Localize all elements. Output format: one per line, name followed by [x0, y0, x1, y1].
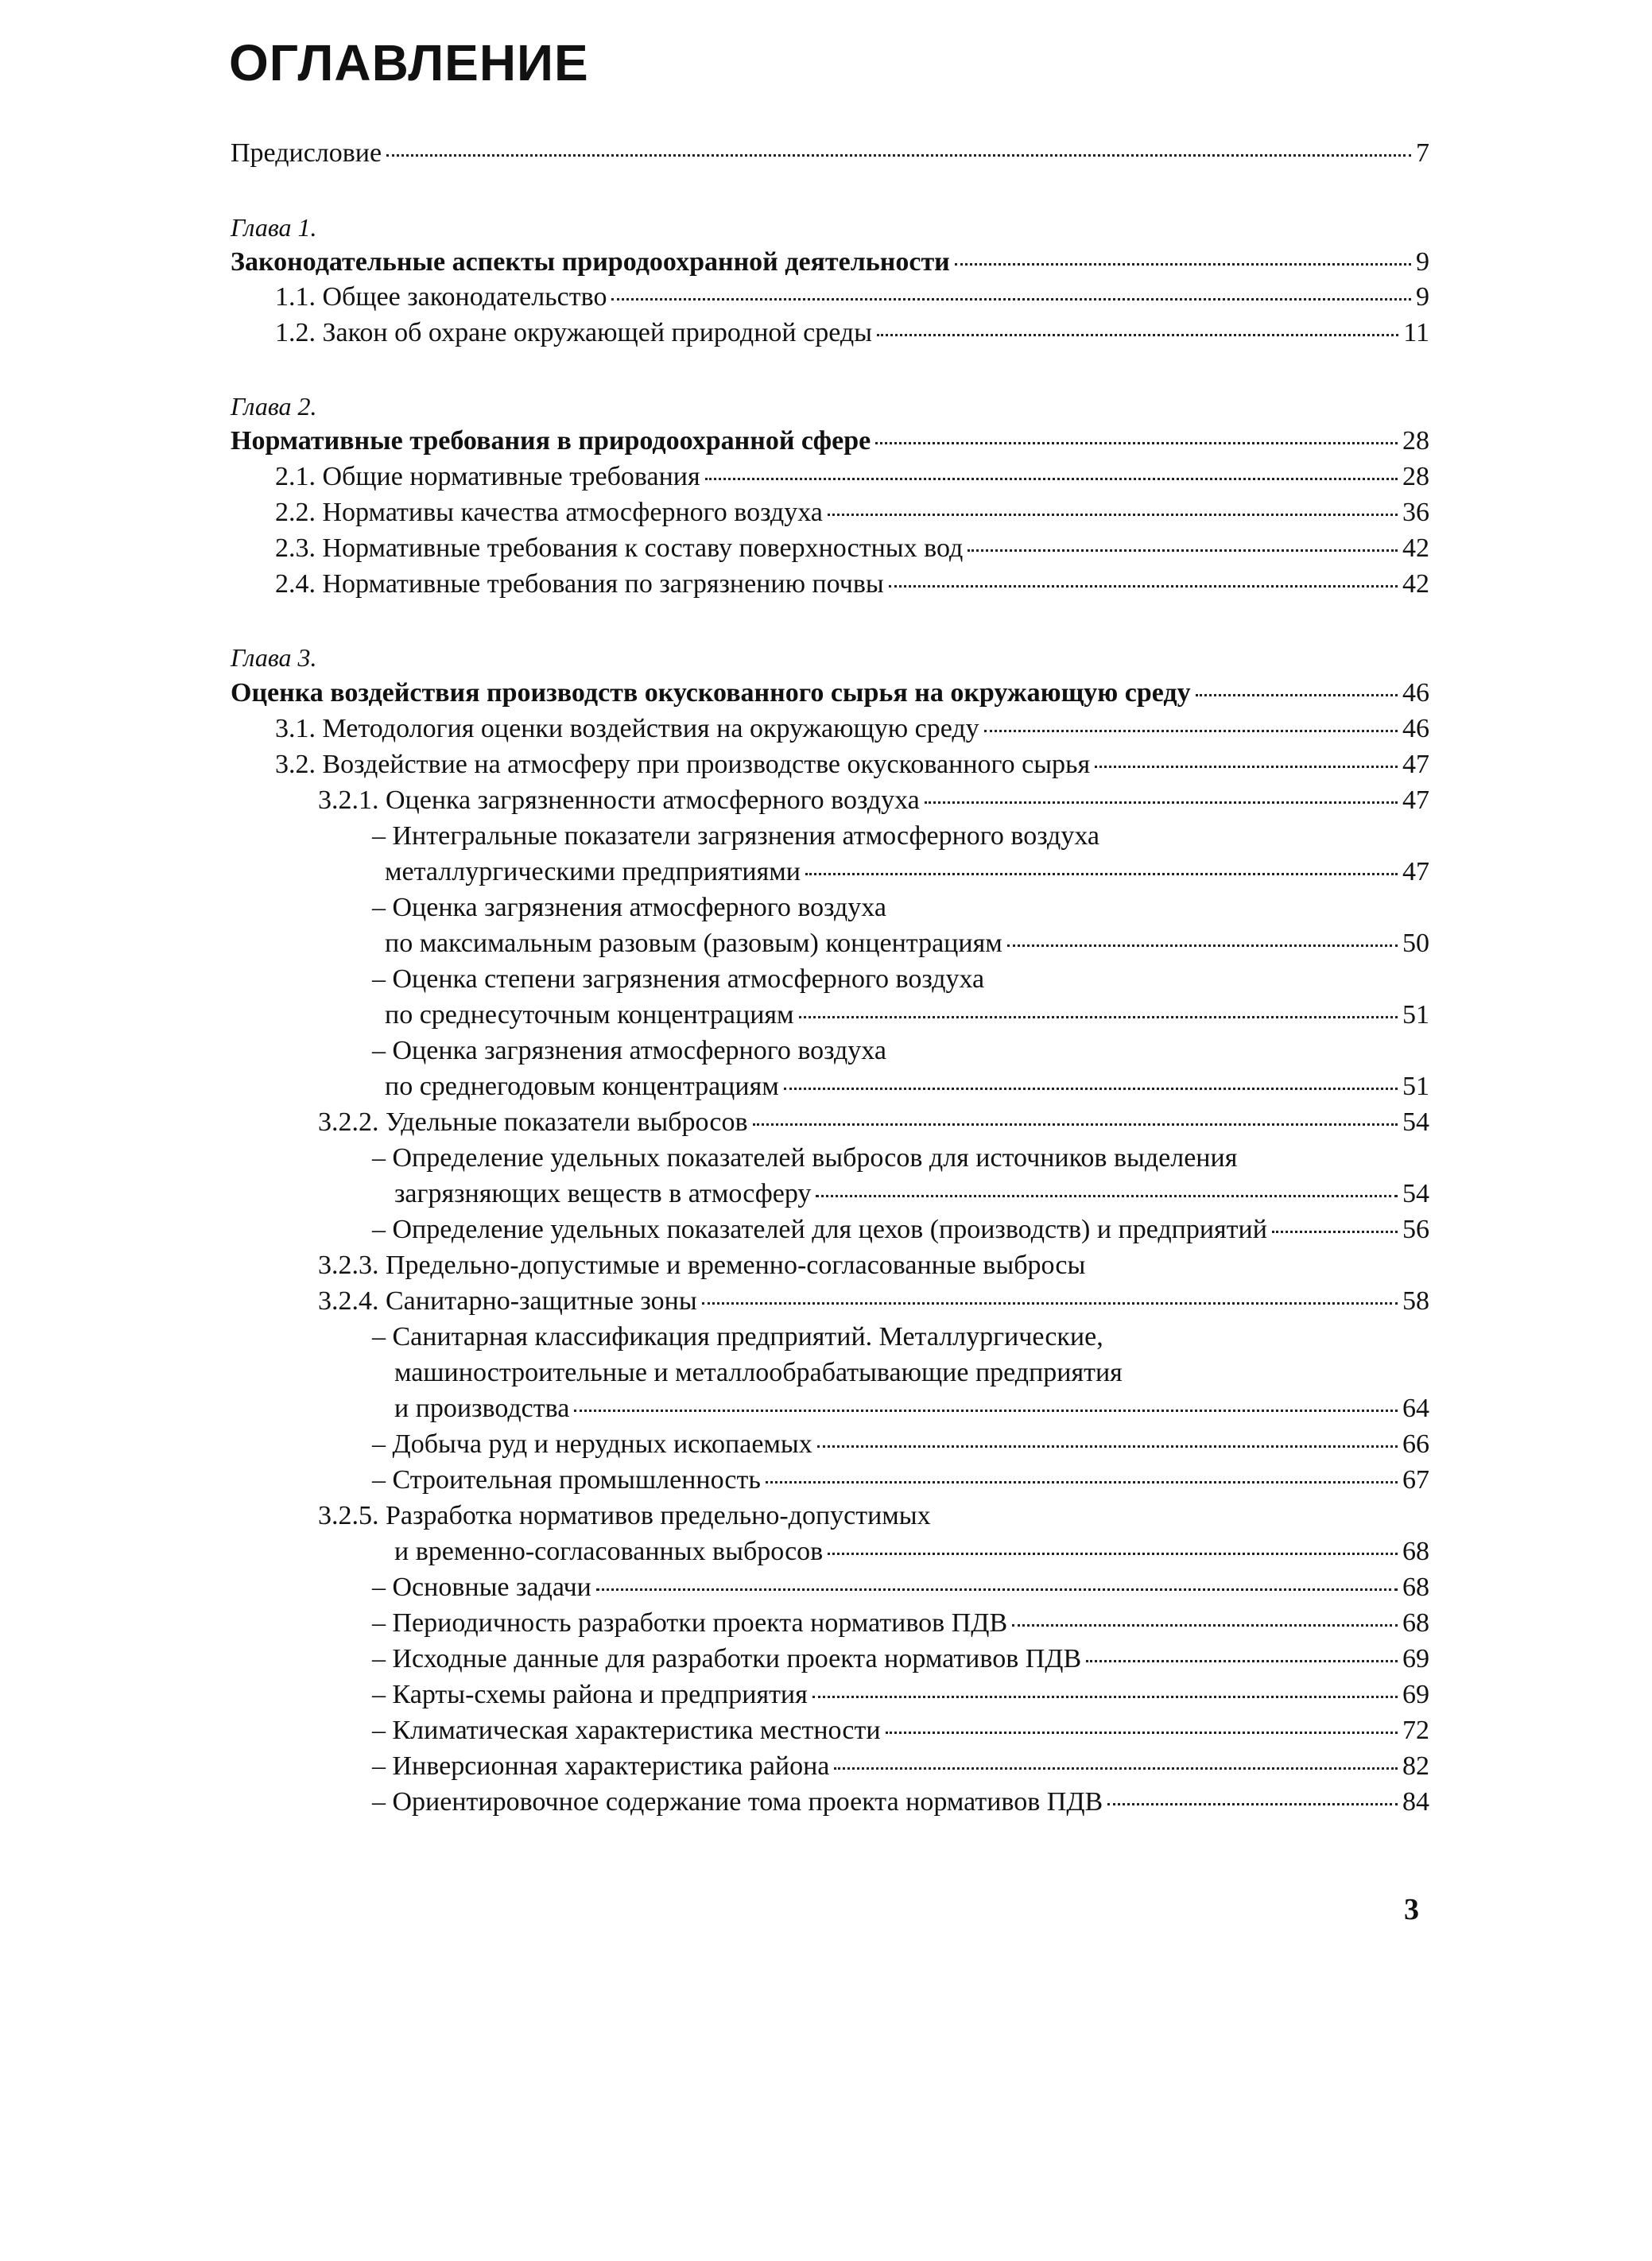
toc-item-line: – Оценка загрязнения атмосферного воздуха — [372, 893, 886, 922]
toc-item-line: – Оценка загрязнения атмосферного воздуха — [372, 1036, 886, 1065]
toc-entry-chapter-title: Нормативные требования в природоохранной сфере 28 — [231, 426, 1429, 456]
toc-entry-section: 3.1. Методология оценки воздействия на окружающую среду 46 — [275, 714, 1429, 743]
toc-item: – Добыча руд и нерудных ископаемых 66 — [372, 1429, 1429, 1459]
chapter-heading: Глава 3. — [231, 643, 317, 672]
toc-entry-chapter-title: Оценка воздействия производств окускованного сырья на окружающую среду 46 — [231, 678, 1429, 708]
toc-item: и производства 64 — [394, 1394, 1429, 1423]
toc-item: загрязняющих веществ в атмосферу 54 — [394, 1179, 1429, 1208]
toc-item-line: – Санитарная классификация предприятий. Металлургические, — [372, 1322, 1103, 1352]
toc-entry-subsection: 3.2.4. Санитарно-защитные зоны 58 — [318, 1286, 1429, 1316]
toc-item: по максимальным разовым (разовым) концентрациям 50 — [385, 929, 1429, 958]
toc-item-line: машиностроительные и металлообрабатывающие предприятия — [394, 1358, 1123, 1387]
toc-entry-section: 1.1. Общее законодательство 9 — [275, 282, 1429, 312]
chapter-heading: Глава 2. — [231, 392, 317, 421]
toc-entry-chapter-title: Законодательные аспекты природоохранной деятельности 9 — [231, 247, 1429, 277]
toc-item: – Ориентировочное содержание тома проекта нормативов ПДВ 84 — [372, 1787, 1429, 1817]
toc-entry-section: 2.1. Общие нормативные требования 28 — [275, 462, 1429, 491]
toc-item: по среднесуточным концентрациям 51 — [385, 1000, 1429, 1030]
toc-item: – Карты-схемы района и предприятия 69 — [372, 1680, 1429, 1709]
toc-item-line: – Оценка степени загрязнения атмосферного воздуха — [372, 964, 985, 994]
toc-entry-section: 2.4. Нормативные требования по загрязнению почвы 42 — [275, 569, 1429, 599]
toc-item: и временно-согласованных выбросов 68 — [394, 1537, 1429, 1566]
toc-entry-subsection-line: 3.2.5. Разработка нормативов предельно-допустимых — [318, 1501, 931, 1530]
toc-entry-subsection-line: 3.2.3. Предельно-допустимые и временно-согласованные выбросы — [318, 1251, 1086, 1280]
toc-item: по среднегодовым концентрациям 51 — [385, 1072, 1429, 1101]
toc-item: металлургическими предприятиями 47 — [385, 857, 1429, 886]
toc-item: – Определение удельных показателей для цехов (производств) и предприятий 56 — [372, 1215, 1429, 1244]
chapter-heading: Глава 1. — [231, 213, 317, 242]
toc-item: – Климатическая характеристика местности 72 — [372, 1716, 1429, 1745]
toc-item: – Основные задачи 68 — [372, 1573, 1429, 1602]
toc-entry-section: 2.2. Нормативы качества атмосферного воздуха 36 — [275, 498, 1429, 527]
toc-entry-subsection: 3.2.1. Оценка загрязненности атмосферного воздуха 47 — [318, 785, 1429, 815]
toc-item-line: – Интегральные показатели загрязнения атмосферного воздуха — [372, 821, 1099, 851]
toc-item: – Инверсионная характеристика района 82 — [372, 1751, 1429, 1781]
toc-item-line: – Определение удельных показателей выбросов для источников выделения — [372, 1143, 1238, 1173]
toc-item: – Исходные данные для разработки проекта нормативов ПДВ 69 — [372, 1644, 1429, 1673]
page-number: 3 — [1404, 1893, 1419, 1926]
toc-entry-section: 3.2. Воздействие на атмосферу при производстве окускованного сырья 47 — [275, 750, 1429, 779]
page-title: ОГЛАВЛЕНИЕ — [229, 34, 589, 91]
toc-entry-preface: Предисловие 7 — [231, 138, 1429, 168]
toc-entry-section: 1.2. Закон об охране окружающей природной среды 11 — [275, 318, 1429, 347]
toc-entry-subsection: 3.2.2. Удельные показатели выбросов 54 — [318, 1107, 1429, 1137]
toc-item: – Строительная промышленность 67 — [372, 1465, 1429, 1495]
toc-entry-section: 2.3. Нормативные требования к составу поверхностных вод 42 — [275, 533, 1429, 563]
toc-item: – Периодичность разработки проекта нормативов ПДВ 68 — [372, 1608, 1429, 1638]
